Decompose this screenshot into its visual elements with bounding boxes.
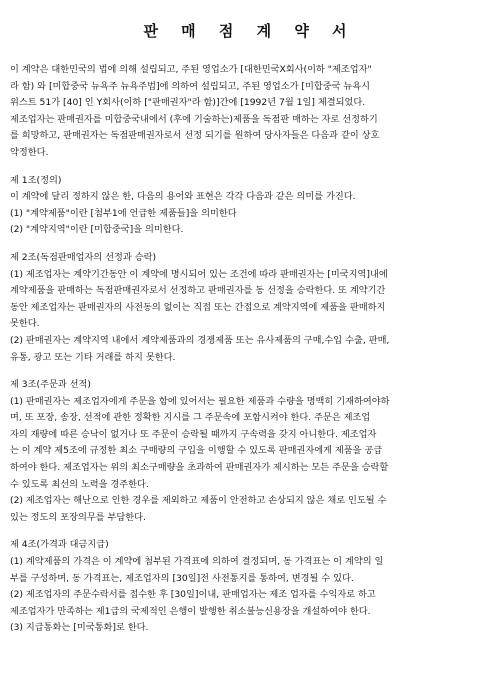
text-line: 자의 재량에 따른 승낙이 없거나 또 주문이 승락될 때까지 구속력을 갖지 아니한다. 제조업자 — [10, 428, 377, 440]
text-line: 있는 정도의 포장의무를 부담한다. — [10, 511, 146, 523]
text-line: (2) 판매권자는 계약지역 내에서 계약제품과의 경쟁제품 또는 유사제품의 구매,수입 수출, 판매, — [10, 334, 390, 346]
spacer — [10, 526, 489, 537]
text-line: 약정한다. — [10, 146, 49, 158]
text-line: 유통, 광고 또는 기타 거래를 하지 못한다. — [10, 351, 176, 363]
text-line: (3) 지급통화는 [미국통화]로 한다. — [10, 622, 149, 634]
intro-paragraph — [10, 62, 489, 162]
spacer — [10, 42, 489, 62]
text-line: 를 희망하고, 판매권자는 독점판매권자로서 선정 되기를 원하여 당사자들은 다음과 같이 상호 — [10, 130, 380, 142]
article-4 — [10, 537, 489, 637]
article-1 — [10, 173, 489, 239]
text-line: 부를 구성하며, 동 가격표는, 제조업자의 [30일]전 사전통지를 통하여, 변경될 수 있다. — [10, 572, 354, 584]
spacer — [10, 366, 489, 377]
text-line: (1) 제조업자는 계약기간동안 이 계약에 명시되어 있는 조건에 따라 판매권자는 [미국지역]내에 — [10, 268, 388, 280]
text-line: 동안 제조업자는 판매권자의 사전동의 없이는 직접 또는 간접으로 계약지역에 제품을 판매하지 — [10, 301, 386, 313]
spacer — [10, 239, 489, 250]
text-line: 제조업자는 판매권자를 미합중국내에서 (후에 기술하는)제품을 독점판 매하는 자로 선정하기 — [10, 113, 378, 125]
article-heading: 제 3조(주문과 선적) — [10, 379, 91, 391]
article-2 — [10, 250, 489, 366]
text-line: 수 있도록 최선의 노력을 경주한다. — [10, 478, 149, 490]
text-line: (1) 판매권자는 제조업자에게 주문을 함에 있어서는 필요한 제품과 수량을 명백히 기재하여야하 — [10, 395, 390, 407]
spacer — [10, 162, 489, 173]
document-title: 판 매 점 계 약 서 — [143, 22, 356, 40]
text-line: (1) "계약제품"이란 [첨부1에 언급한 제품들]을 의미한다 — [10, 207, 237, 219]
text-line: 위스트 51가 [40] 인 Y회사(이하 ["판매권자"라 함)]간에 [1992년 7월 1일] 체결되었다. — [10, 97, 366, 109]
article-heading: 제 4조(가격과 대금지급) — [10, 539, 109, 551]
text-line: 며, 또 포장, 송장, 선적에 관한 정확한 지시를 그 주문속에 포함시켜야 한다. 주문은 제조업 — [10, 412, 371, 424]
text-line: 제조업자가 만족하는 제1급의 국제적인 은행이 발행한 취소불능신용장을 개설하여야 한다. — [10, 605, 371, 617]
text-line: (2) 제조업자는 해난으로 인한 경우를 제외하고 제품이 안전하고 손상되지 않은 채로 인도될 수 — [10, 495, 387, 507]
article-3 — [10, 377, 489, 526]
text-line: (2) 제조업자의 주문수락서를 접수한 후 [30일]이내, 판매업자는 제조 업자를 수익자로 하고 — [10, 589, 376, 601]
text-line: 이 계약은 대한민국의 법에 의해 설립되고, 주된 영업소가 [대한민국X회사(이하 "제조업자" — [10, 64, 372, 75]
article-heading: 제 2조(독점판매업자의 선정과 승락) — [10, 251, 157, 263]
text-line: 계약제품을 판매하는 독점판매권자로서 선정하고 판매권자를 동 선정을 승락한다. 또 계약기간 — [10, 285, 386, 297]
article-heading: 제 1조(정의) — [10, 174, 62, 186]
text-line: 는 이 계약 제5조에 규정한 최소 구매량의 구입을 이행할 수 있도록 판매권자에게 제품을 공급 — [10, 445, 383, 457]
text-line: (2) "계약지역"이란 [미합중국]을 의미한다. — [10, 224, 184, 236]
text-line: 못한다. — [10, 318, 40, 330]
text-line: 라 함) 와 [미합중국 뉴욕주 뉴욕주법]에 의하여 설립되고, 주된 영업소가 [미합중국 뉴욕시 — [10, 80, 371, 92]
text-line: 이 계약에 달리 정하지 않은 한, 다음의 용어와 표현은 각각 다음과 같은 의미를 가진다. — [10, 191, 356, 203]
text-line: 하여야 한다. 제조업자는 위의 최소구매량을 초과하여 판매권자가 제시하는 모든 주문을 승락할 — [10, 462, 389, 474]
text-line: (1) 계약제품의 가격은 이 계약에 첨부된 가격표에 의하여 결정되며, 동 가격표는 이 계약의 일 — [10, 556, 384, 568]
